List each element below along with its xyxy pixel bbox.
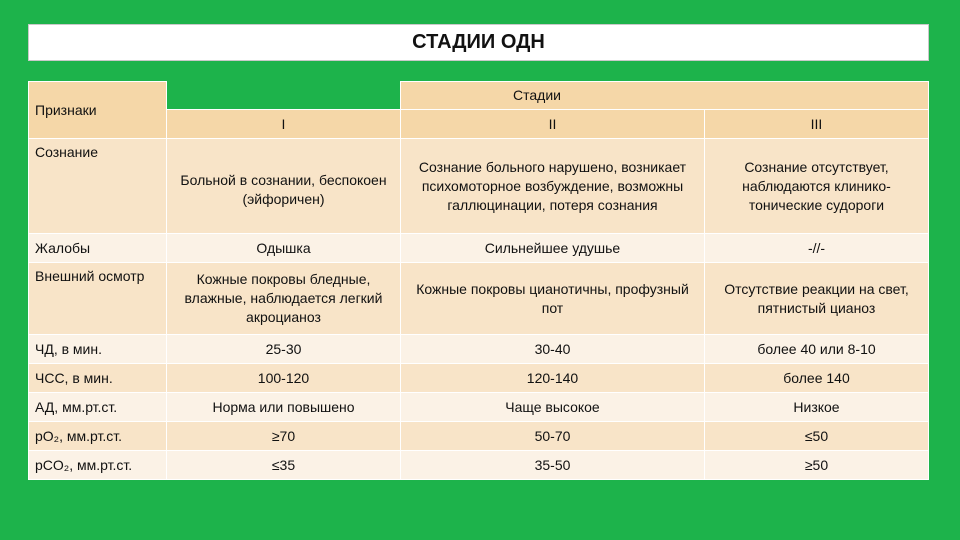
row-cell-stage-3: более 40 или 8-10 bbox=[705, 335, 929, 364]
table-row bbox=[29, 364, 929, 393]
row-cell-stage-3: ≥50 bbox=[705, 451, 929, 480]
row-cell-stage-1: ≤35 bbox=[167, 451, 401, 480]
header-signs: Признаки bbox=[29, 82, 167, 139]
header-blank bbox=[167, 82, 401, 110]
table-row bbox=[29, 335, 929, 364]
row-label: pO₂, мм.рт.ст. bbox=[29, 422, 167, 451]
row-cell-stage-2: Сознание больного нарушено, возникает психомоторное возбуждение, возможны галлюцинации, потеря сознания bbox=[401, 139, 705, 234]
row-cell-stage-3: более 140 bbox=[705, 364, 929, 393]
table-row bbox=[29, 393, 929, 422]
table-row bbox=[29, 234, 929, 263]
row-label: АД, мм.рт.ст. bbox=[29, 393, 167, 422]
row-cell-stage-1: Больной в сознании, беспокоен (эйфоричен) bbox=[167, 139, 401, 234]
row-label: pCO₂, мм.рт.ст. bbox=[29, 451, 167, 480]
table-row bbox=[29, 422, 929, 451]
table-row bbox=[29, 139, 929, 234]
header-stages: Стадии bbox=[401, 82, 929, 110]
page-title: СТАДИИ ОДН bbox=[28, 24, 929, 61]
row-cell-stage-1: Норма или повышено bbox=[167, 393, 401, 422]
row-cell-stage-1: Кожные покровы бледные, влажные, наблюдается легкий акроцианоз bbox=[167, 263, 401, 335]
header-stage-3: III bbox=[705, 110, 929, 139]
row-cell-stage-2: 35-50 bbox=[401, 451, 705, 480]
row-cell-stage-3: Отсутствие реакции на свет, пятнистый цианоз bbox=[705, 263, 929, 335]
row-cell-stage-2: 120-140 bbox=[401, 364, 705, 393]
header-stage-2: II bbox=[401, 110, 705, 139]
row-cell-stage-1: ≥70 bbox=[167, 422, 401, 451]
table-row bbox=[29, 451, 929, 480]
header-stage-1: I bbox=[167, 110, 401, 139]
row-cell-stage-2: Чаще высокое bbox=[401, 393, 705, 422]
row-cell-stage-2: 30-40 bbox=[401, 335, 705, 364]
row-cell-stage-2: Сильнейшее удушье bbox=[401, 234, 705, 263]
row-cell-stage-1: 25-30 bbox=[167, 335, 401, 364]
row-cell-stage-3: Сознание отсутствует, наблюдаются клинико-тонические судороги bbox=[705, 139, 929, 234]
stages-table bbox=[28, 81, 929, 480]
row-label: ЧД, в мин. bbox=[29, 335, 167, 364]
row-cell-stage-2: 50-70 bbox=[401, 422, 705, 451]
row-label: Сознание bbox=[29, 139, 167, 234]
table-header-row bbox=[29, 82, 929, 110]
row-cell-stage-1: 100-120 bbox=[167, 364, 401, 393]
row-label: Внешний осмотр bbox=[29, 263, 167, 335]
table-row bbox=[29, 263, 929, 335]
row-label: Жалобы bbox=[29, 234, 167, 263]
row-label: ЧСС, в мин. bbox=[29, 364, 167, 393]
row-cell-stage-3: ≤50 bbox=[705, 422, 929, 451]
row-cell-stage-2: Кожные покровы цианотичны, профузный пот bbox=[401, 263, 705, 335]
row-cell-stage-3: Низкое bbox=[705, 393, 929, 422]
row-cell-stage-3: -//- bbox=[705, 234, 929, 263]
row-cell-stage-1: Одышка bbox=[167, 234, 401, 263]
